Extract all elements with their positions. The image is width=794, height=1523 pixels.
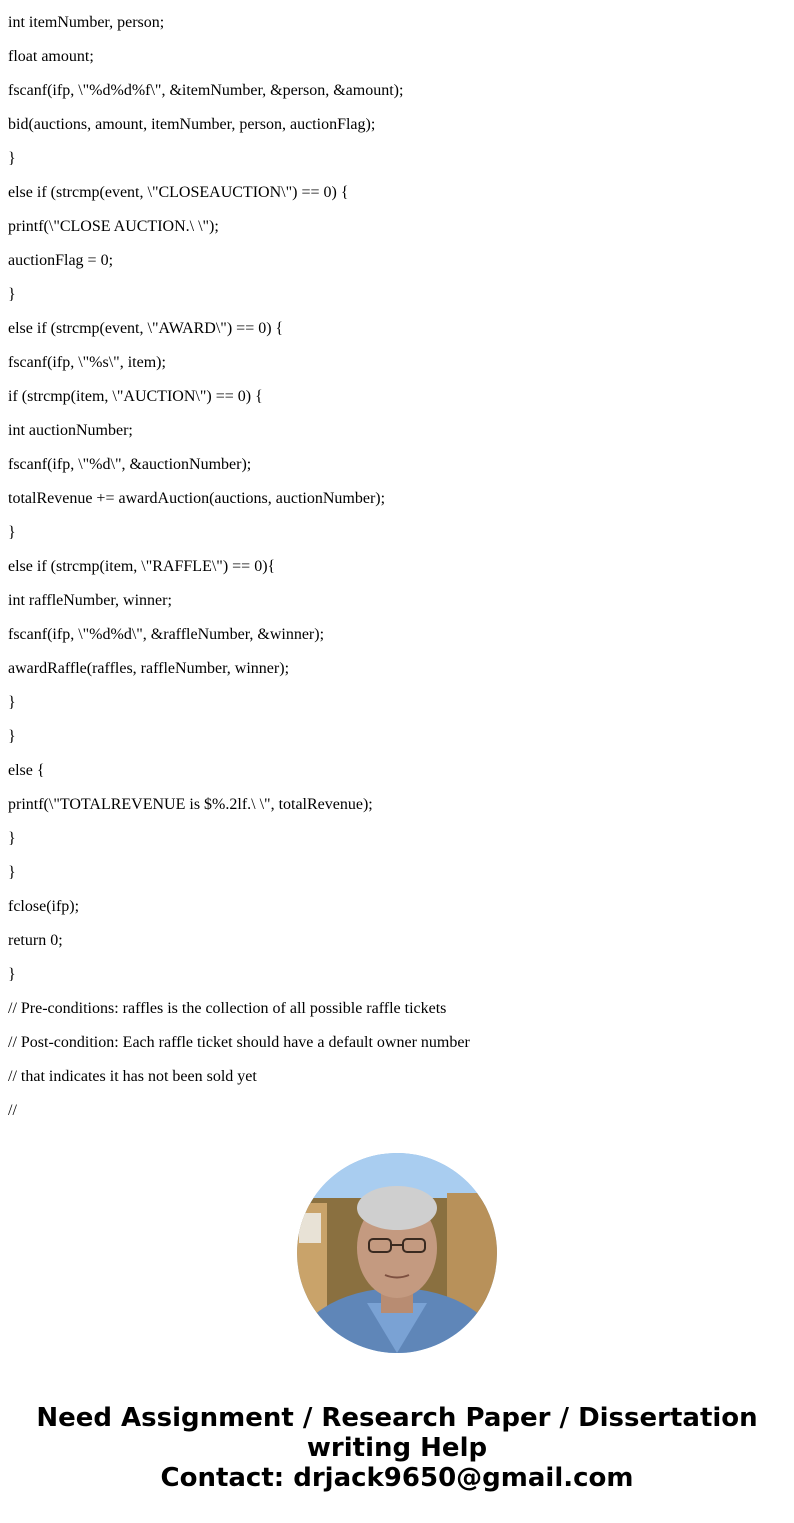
code-line: fscanf(ifp, \"%s\", item); xyxy=(8,354,166,371)
code-line: } xyxy=(8,830,16,847)
code-line: else if (strcmp(event, \"CLOSEAUCTION\") == 0) { xyxy=(8,184,349,201)
code-line: printf(\"TOTALREVENUE is $%.2lf.\ \", totalRevenue); xyxy=(8,796,373,813)
code-line: else { xyxy=(8,762,45,779)
code-line: int auctionNumber; xyxy=(8,422,133,439)
code-line: // Post-condition: Each raffle ticket should have a default owner number xyxy=(8,1034,470,1051)
code-line: awardRaffle(raffles, raffleNumber, winner); xyxy=(8,660,290,677)
promo-line-2: writing Help xyxy=(306,1433,488,1463)
code-line: fscanf(ifp, \"%d\", &auctionNumber); xyxy=(8,456,252,473)
code-line: // that indicates it has not been sold yet xyxy=(8,1068,257,1085)
code-line: int itemNumber, person; xyxy=(8,14,165,31)
code-line: int raffleNumber, winner; xyxy=(8,592,172,609)
code-line: if (strcmp(item, \"AUCTION\") == 0) { xyxy=(8,388,263,405)
code-line: } xyxy=(8,150,16,167)
code-line: } xyxy=(8,286,16,303)
code-line: fscanf(ifp, \"%d%d%f\", &itemNumber, &person, &amount); xyxy=(8,82,404,99)
code-line: fclose(ifp); xyxy=(8,898,80,915)
promo-line-1: Need Assignment / Research Paper / Dissertation xyxy=(36,1403,758,1433)
author-avatar xyxy=(297,1153,497,1353)
promo-banner xyxy=(0,1403,794,1493)
code-line: printf(\"CLOSE AUCTION.\ \"); xyxy=(8,218,219,235)
code-line: } xyxy=(8,524,16,541)
promo-contact: Contact: drjack9650@gmail.com xyxy=(160,1463,634,1493)
code-line: totalRevenue += awardAuction(auctions, auctionNumber); xyxy=(8,490,386,507)
code-line: // xyxy=(8,1102,17,1119)
code-line: } xyxy=(8,966,16,983)
code-line: fscanf(ifp, \"%d%d\", &raffleNumber, &winner); xyxy=(8,626,325,643)
code-line: } xyxy=(8,728,16,745)
code-line: bid(auctions, amount, itemNumber, person, auctionFlag); xyxy=(8,116,376,133)
code-line: auctionFlag = 0; xyxy=(8,252,114,269)
code-listing xyxy=(8,12,788,1134)
code-line: } xyxy=(8,694,16,711)
code-line: else if (strcmp(event, \"AWARD\") == 0) { xyxy=(8,320,284,337)
code-line: else if (strcmp(item, \"RAFFLE\") == 0){ xyxy=(8,558,276,575)
code-line: float amount; xyxy=(8,48,94,65)
code-line: } xyxy=(8,864,16,881)
code-line: return 0; xyxy=(8,932,63,949)
code-line: // Pre-conditions: raffles is the collection of all possible raffle tickets xyxy=(8,1000,447,1017)
author-photo xyxy=(297,1153,497,1353)
